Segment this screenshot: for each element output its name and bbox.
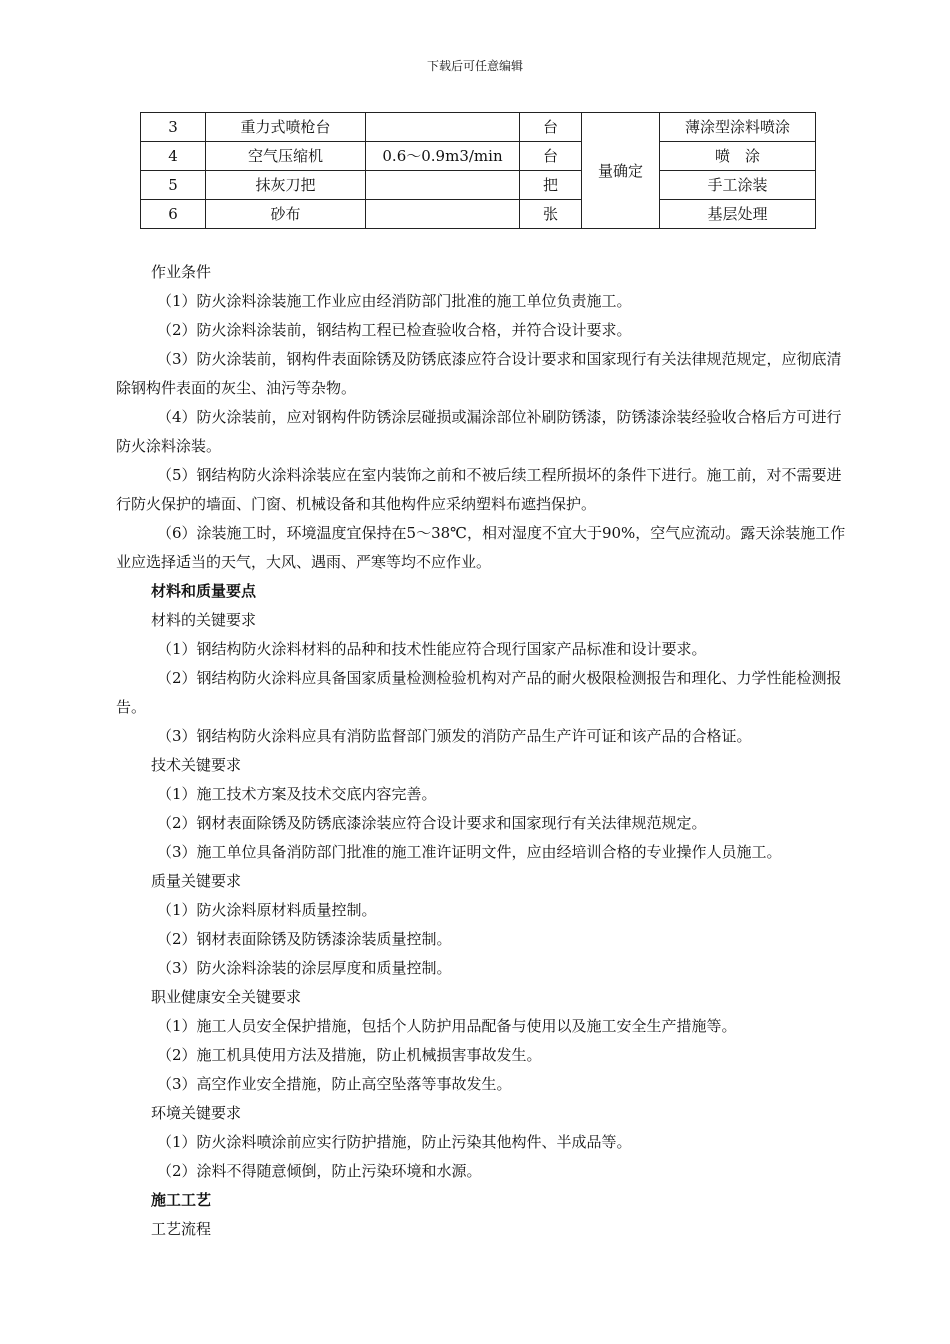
paragraph: （2）涂料不得随意倾倒，防止污染环境和水源。: [157, 1162, 482, 1180]
paragraph: （3）防火涂料涂装的涂层厚度和质量控制。: [157, 959, 452, 977]
section-heading: 材料和质量要点: [151, 582, 257, 600]
cell-name: 抹灰刀把: [206, 171, 366, 200]
subsection-heading: 材料的关键要求: [151, 611, 257, 629]
paragraph: （4）防火涂装前，应对钢构件防锈涂层碰损或漏涂部位补刷防锈漆，防锈漆涂装经验收合格后方可进行防火涂料涂装。: [116, 408, 842, 455]
cell-spec: [366, 171, 520, 200]
cell-spec: 0.6～0.9m3/min: [366, 142, 520, 171]
cell-name: 重力式喷枪台: [206, 113, 366, 142]
subsection-heading: 环境关键要求: [151, 1104, 242, 1122]
paragraph: （3）高空作业安全措施，防止高空坠落等事故发生。: [157, 1075, 512, 1093]
subsection-heading: 工艺流程: [151, 1220, 212, 1238]
paragraph: （5）钢结构防火涂料涂装应在室内装饰之前和不被后续工程所损坏的条件下进行。施工前，对不需要进行防火保护的墙面、门窗、机械设备和其他构件应采纳塑料布遮挡保护。: [116, 466, 842, 513]
paragraph: （1）施工人员安全保护措施，包括个人防护用品配备与使用以及施工安全生产措施等。: [157, 1017, 737, 1035]
paragraph: （3）施工单位具备消防部门批准的施工准许证明文件，应由经培训合格的专业操作人员施工。: [157, 843, 782, 861]
paragraph: （2）钢材表面除锈及防锈底漆涂装应符合设计要求和国家现行有关法律规范规定。: [157, 814, 707, 832]
paragraph: （1）施工技术方案及技术交底内容完善。: [157, 785, 437, 803]
paragraph: （6）涂装施工时，环境温度宜保持在5～38℃，相对湿度不宜大于90%，空气应流动。露天涂装施工作业应选择适当的天气，大风、遇雨、严寒等均不应作业。: [116, 524, 846, 571]
paragraph: （2）施工机具使用方法及措施，防止机械损害事故发生。: [157, 1046, 542, 1064]
cell-spec: [366, 200, 520, 229]
cell-spec: [366, 113, 520, 142]
subsection-heading: 技术关键要求: [151, 756, 242, 774]
equipment-table: [140, 112, 816, 229]
paragraph: （3）防火涂装前，钢构件表面除锈及防锈底漆应符合设计要求和国家现行有关法律规范规定，应彻底清除钢构件表面的灰尘、油污等杂物。: [116, 350, 842, 397]
cell-use: 手工涂装: [660, 171, 816, 200]
paragraph: （1）防火涂料喷涂前应实行防护措施，防止污染其他构件、半成品等。: [157, 1133, 632, 1151]
cell-no: 4: [141, 142, 206, 171]
subsection-heading: 质量关键要求: [151, 872, 242, 890]
table-row: [141, 200, 816, 229]
subsection-heading: 职业健康安全关键要求: [151, 988, 302, 1006]
cell-quantity-merged: 量确定: [582, 113, 660, 229]
table-row: [141, 142, 816, 171]
paragraph: （1）钢结构防火涂料材料的品种和技术性能应符合现行国家产品标准和设计要求。: [157, 640, 707, 658]
cell-use: 喷 涂: [660, 142, 816, 171]
paragraph: （3）钢结构防火涂料应具有消防监督部门颁发的消防产品生产许可证和该产品的合格证。: [157, 727, 752, 745]
cell-unit: 把: [520, 171, 582, 200]
page-header: 下载后可任意编辑: [426, 59, 523, 73]
cell-unit: 台: [520, 142, 582, 171]
section-heading: 施工工艺: [151, 1191, 212, 1209]
document-body: [116, 258, 846, 1244]
paragraph: （2）钢材表面除锈及防锈漆涂装质量控制。: [157, 930, 452, 948]
cell-use: 基层处理: [660, 200, 816, 229]
paragraph: （1）防火涂料涂装施工作业应由经消防部门批准的施工单位负责施工。: [157, 292, 632, 310]
section-heading: 作业条件: [151, 263, 212, 281]
cell-no: 5: [141, 171, 206, 200]
cell-name: 砂布: [206, 200, 366, 229]
table-row: [141, 113, 816, 142]
paragraph: （2）钢结构防火涂料应具备国家质量检测检验机构对产品的耐火极限检测报告和理化、力学性能检测报告。: [116, 669, 842, 716]
paragraph: （1）防火涂料原材料质量控制。: [157, 901, 377, 919]
cell-unit: 张: [520, 200, 582, 229]
cell-name: 空气压缩机: [206, 142, 366, 171]
cell-use: 薄涂型涂料喷涂: [660, 113, 816, 142]
cell-no: 3: [141, 113, 206, 142]
table-row: [141, 171, 816, 200]
cell-unit: 台: [520, 113, 582, 142]
paragraph: （2）防火涂料涂装前，钢结构工程已检查验收合格，并符合设计要求。: [157, 321, 632, 339]
cell-no: 6: [141, 200, 206, 229]
